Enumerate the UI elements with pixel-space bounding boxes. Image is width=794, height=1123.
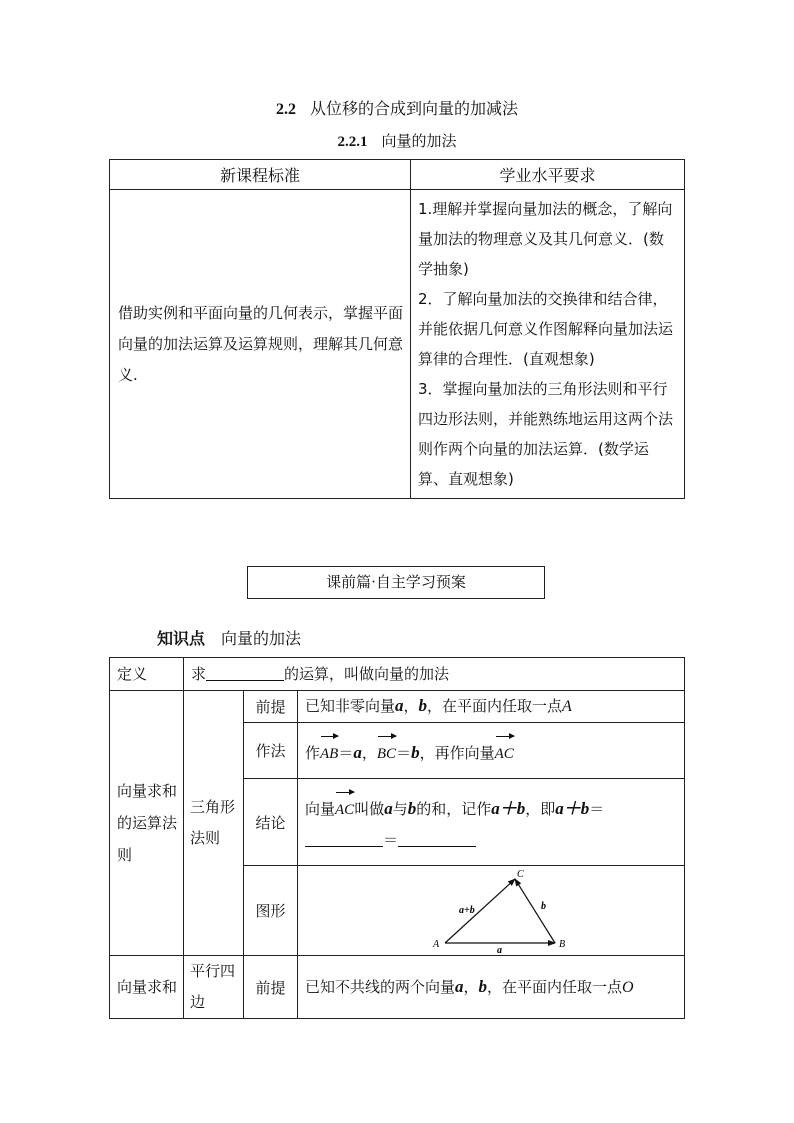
requirements-cell bbox=[411, 190, 685, 499]
standard-text: 借助实例和平面向量的几何表示，掌握平面向量的加法运算及运算规则，理解其几何意义. bbox=[110, 190, 411, 499]
figure-cell bbox=[298, 866, 685, 956]
figure-label: 图形 bbox=[244, 866, 298, 956]
def-prefix: 求 bbox=[191, 665, 207, 683]
equals: ＝ bbox=[396, 743, 412, 762]
definition-cell bbox=[184, 658, 685, 691]
standards-table bbox=[109, 159, 685, 499]
label-a-point: A bbox=[433, 938, 440, 950]
conclusion-label: 结论 bbox=[244, 779, 298, 866]
knowledge-point-title: 向量的加法 bbox=[221, 629, 302, 648]
method-text: 作 bbox=[305, 743, 321, 762]
section-title-text: 从位移的合成到向量的加减法 bbox=[309, 99, 518, 118]
conclusion-text: 的和，记作 bbox=[416, 800, 492, 818]
equals: ＝ bbox=[589, 800, 605, 818]
premise-label: 前提 bbox=[244, 956, 298, 1019]
label-b-point: B bbox=[559, 938, 566, 950]
fill-blank[interactable] bbox=[305, 830, 383, 847]
vector-bc: BC bbox=[377, 733, 396, 769]
label-side-a: a bbox=[497, 944, 502, 953]
comma: ， bbox=[361, 743, 377, 762]
equals: ＝ bbox=[338, 743, 354, 762]
label-side-b: b bbox=[541, 900, 546, 912]
premise-text: 已知非零向量 bbox=[305, 697, 396, 715]
label-side-ab: a+b bbox=[459, 904, 475, 916]
col-header-requirements: 学业水平要求 bbox=[411, 160, 685, 190]
subsection-title-text: 向量的加法 bbox=[381, 132, 457, 150]
requirement-item: 1.理解并掌握向量加法的概念，了解向量加法的物理意义及其几何意义．(数学抽象) bbox=[418, 200, 673, 278]
knowledge-point-heading bbox=[157, 628, 301, 650]
comma: ， bbox=[463, 977, 479, 996]
premise-label: 前提 bbox=[244, 691, 298, 723]
triangle-figure bbox=[425, 869, 595, 953]
vector-a: a bbox=[353, 742, 362, 762]
vector-a: a bbox=[455, 976, 464, 996]
section-banner: 课前篇·自主学习预案 bbox=[247, 566, 545, 599]
premise-text: ，在平面内任取一点 bbox=[427, 697, 563, 715]
knowledge-table bbox=[109, 657, 685, 1019]
premise-text: ， bbox=[403, 697, 419, 715]
conclusion-text: 与 bbox=[392, 800, 408, 818]
triangle-rule-label: 三角形法则 bbox=[184, 691, 244, 956]
def-suffix: 的运算，叫做向量的加法 bbox=[284, 665, 450, 683]
vector-sum-arrow bbox=[445, 879, 515, 943]
method-cell bbox=[298, 723, 685, 779]
method-label: 作法 bbox=[244, 723, 298, 779]
label-c-point: C bbox=[517, 868, 524, 880]
fill-blank[interactable] bbox=[206, 664, 284, 681]
vector-a: a bbox=[395, 696, 404, 715]
vector-b: b bbox=[407, 799, 417, 818]
vector-sum: a＋b bbox=[555, 799, 590, 818]
definition-label: 定义 bbox=[110, 658, 184, 691]
requirement-item: 2．了解向量加法的交换律和结合律，并能依据几何意义作图解释向量加法运算律的合理性．(直观想象) bbox=[418, 290, 674, 368]
premise-text: 已知不共线的两个向量 bbox=[305, 977, 456, 996]
point-o: O bbox=[622, 978, 634, 996]
conclusion-text: 向量 bbox=[305, 800, 336, 818]
point-a: A bbox=[562, 698, 572, 715]
knowledge-point-label: 知识点 bbox=[157, 629, 206, 648]
col-header-standard: 新课程标准 bbox=[110, 160, 411, 190]
vector-ac: AC bbox=[335, 789, 354, 825]
vector-b: b bbox=[478, 976, 488, 996]
conclusion-cell bbox=[298, 779, 685, 866]
vector-b: b bbox=[418, 696, 428, 715]
vector-a: a bbox=[384, 799, 393, 818]
subsection-number: 2.2.1 bbox=[337, 134, 368, 150]
vector-sum: a＋b bbox=[491, 799, 526, 818]
vector-ac: AC bbox=[495, 733, 514, 769]
vector-ab: AB bbox=[320, 733, 338, 769]
parallelogram-rule-label: 平行四边 bbox=[184, 956, 244, 1019]
para-premise-cell bbox=[298, 956, 685, 1019]
section-number: 2.2 bbox=[275, 101, 296, 118]
premise-cell bbox=[298, 691, 685, 723]
vector-b: b bbox=[411, 742, 420, 762]
method-text: ，再作向量 bbox=[419, 743, 495, 762]
subsection-title bbox=[0, 130, 794, 153]
rule-label: 向量求和的运算法则 bbox=[110, 691, 184, 956]
conclusion-text: 叫做 bbox=[354, 800, 385, 818]
section-title bbox=[0, 98, 794, 121]
vector-b-arrow bbox=[515, 879, 555, 943]
fill-blank[interactable] bbox=[398, 830, 476, 847]
rule-label-2: 向量求和 bbox=[110, 956, 184, 1019]
requirement-item: 3．掌握向量加法的三角形法则和平行四边形法则，并能熟练地运用这两个法则作两个向量的加法运算．(数学运算、直观想象) bbox=[418, 380, 674, 488]
premise-text: ，在平面内任取一点 bbox=[487, 977, 623, 996]
conclusion-text: ，即 bbox=[525, 800, 556, 818]
equals: ＝ bbox=[383, 831, 399, 849]
